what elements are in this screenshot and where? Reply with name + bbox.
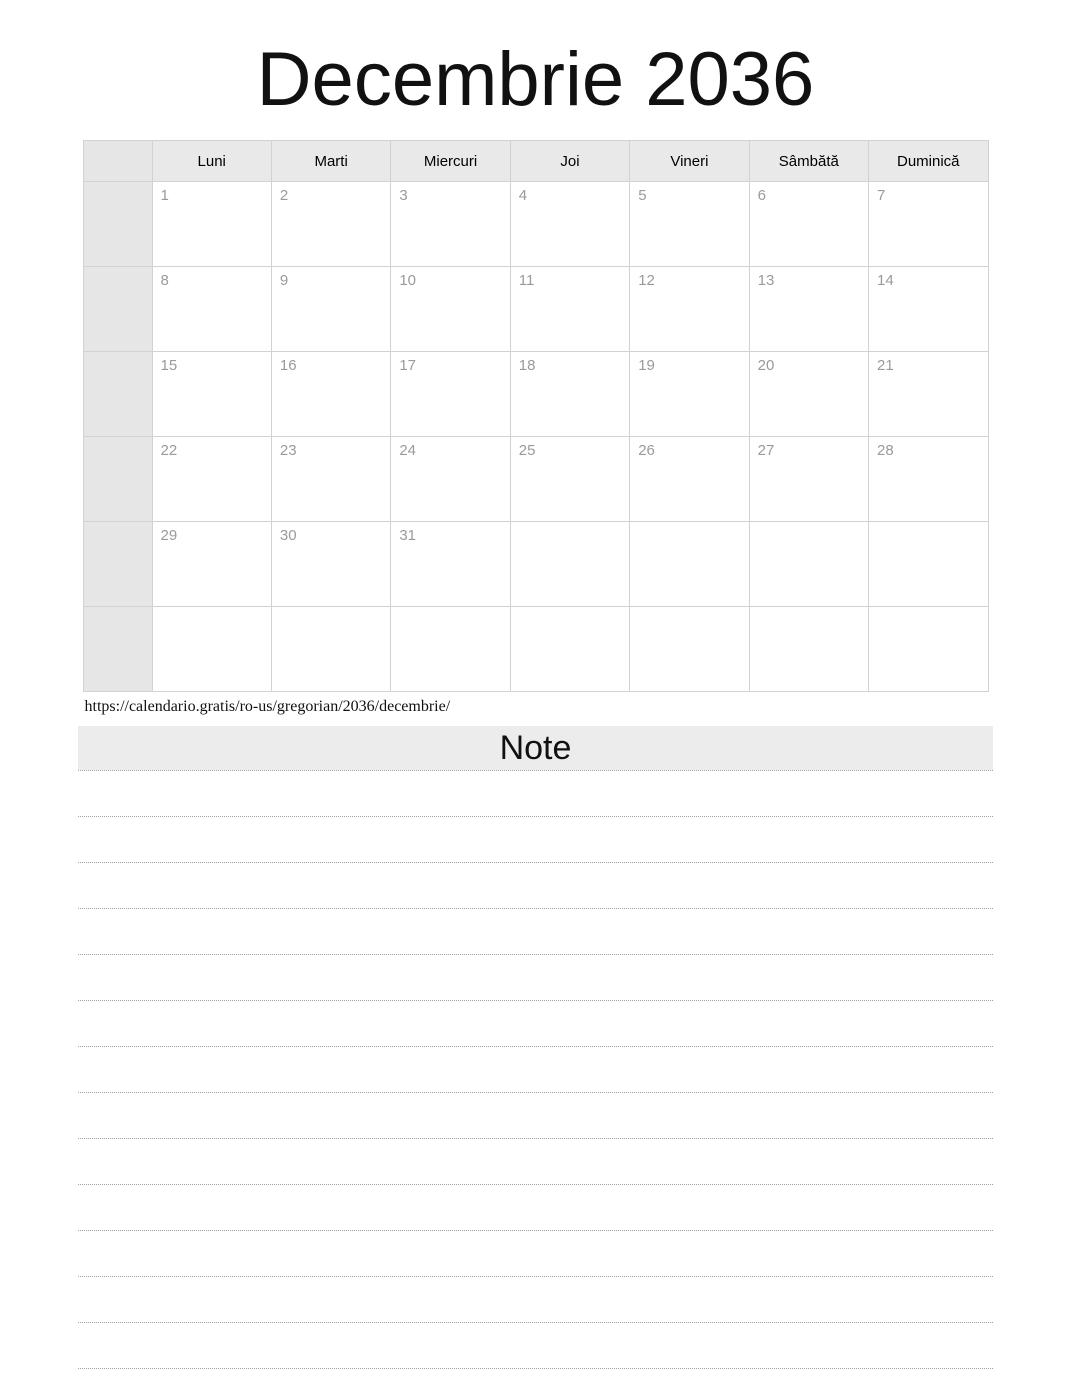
week-side-cell	[83, 267, 152, 352]
page-title: Decembrie 2036	[256, 37, 815, 122]
day-number: 9	[279, 272, 289, 289]
day-number	[511, 522, 629, 528]
weekday-header-thursday: Joi	[510, 141, 629, 182]
calendar-week-row	[83, 267, 988, 352]
note-line[interactable]	[78, 955, 993, 1001]
calendar-day-cell[interactable]	[271, 182, 390, 267]
note-line[interactable]	[78, 1093, 993, 1139]
calendar-day-cell[interactable]	[630, 607, 749, 692]
day-number: 30	[279, 527, 297, 544]
note-line[interactable]	[78, 1139, 993, 1185]
calendar-day-cell[interactable]	[510, 522, 629, 607]
day-number: 15	[160, 357, 178, 374]
calendar-day-cell[interactable]	[152, 267, 271, 352]
day-number: 25	[518, 442, 536, 459]
calendar-day-cell[interactable]	[271, 522, 390, 607]
calendar-day-cell[interactable]	[510, 607, 629, 692]
calendar-day-cell[interactable]	[391, 437, 510, 522]
calendar-day-cell[interactable]	[152, 437, 271, 522]
calendar-day-cell[interactable]	[271, 267, 390, 352]
day-number: 21	[877, 357, 894, 374]
notes-section	[78, 726, 993, 1369]
day-number: 16	[279, 357, 297, 374]
day-number: 22	[160, 442, 178, 459]
day-number: 24	[399, 442, 417, 459]
calendar-week-row	[83, 182, 988, 267]
note-line[interactable]	[78, 1231, 993, 1277]
day-number	[272, 607, 390, 613]
day-number: 2	[279, 187, 289, 204]
note-line[interactable]	[78, 1323, 993, 1369]
calendar-table	[83, 140, 989, 692]
day-number: 7	[877, 187, 886, 204]
day-number: 20	[757, 357, 775, 374]
calendar-day-cell[interactable]	[510, 352, 629, 437]
calendar-day-cell[interactable]	[510, 437, 629, 522]
calendar-day-cell[interactable]	[869, 182, 988, 267]
calendar-container	[83, 128, 989, 692]
calendar-day-cell[interactable]	[271, 437, 390, 522]
day-number: 28	[877, 442, 894, 459]
note-line[interactable]	[78, 1185, 993, 1231]
calendar-day-cell[interactable]	[391, 522, 510, 607]
day-number: 5	[638, 187, 647, 204]
day-number: 3	[399, 187, 408, 204]
day-number	[391, 607, 509, 613]
calendar-day-cell[interactable]	[869, 352, 988, 437]
week-side-cell	[83, 437, 152, 522]
calendar-day-cell[interactable]	[510, 267, 629, 352]
note-line[interactable]	[78, 1001, 993, 1047]
calendar-day-cell[interactable]	[869, 522, 988, 607]
weekday-header-sunday: Duminică	[869, 141, 988, 182]
weekday-header-monday: Luni	[152, 141, 271, 182]
day-number	[511, 607, 629, 613]
calendar-day-cell[interactable]	[749, 267, 868, 352]
note-line[interactable]	[78, 1047, 993, 1093]
calendar-day-cell[interactable]	[391, 182, 510, 267]
calendar-day-cell[interactable]	[749, 437, 868, 522]
day-number: 1	[160, 187, 169, 204]
calendar-week-row	[83, 522, 988, 607]
calendar-day-cell[interactable]	[749, 182, 868, 267]
calendar-day-cell[interactable]	[391, 267, 510, 352]
day-number	[869, 607, 987, 613]
calendar-day-cell[interactable]	[271, 352, 390, 437]
day-number: 6	[757, 187, 766, 204]
day-number	[750, 607, 868, 613]
note-line[interactable]	[78, 770, 993, 817]
day-number: 12	[638, 272, 655, 289]
week-side-cell	[83, 352, 152, 437]
calendar-day-cell[interactable]	[391, 607, 510, 692]
calendar-body	[83, 182, 988, 692]
calendar-day-cell[interactable]	[749, 522, 868, 607]
calendar-day-cell[interactable]	[152, 352, 271, 437]
weekday-header-friday: Vineri	[630, 141, 749, 182]
weekday-header-tuesday: Marti	[271, 141, 390, 182]
calendar-day-cell[interactable]	[630, 182, 749, 267]
calendar-week-row	[83, 607, 988, 692]
notes-heading: Note	[78, 726, 993, 770]
day-number: 26	[638, 442, 655, 459]
day-number	[630, 522, 748, 528]
calendar-week-row	[83, 352, 988, 437]
calendar-day-cell[interactable]	[630, 522, 749, 607]
calendar-day-cell[interactable]	[630, 267, 749, 352]
day-number	[630, 607, 748, 613]
calendar-day-cell[interactable]	[152, 182, 271, 267]
day-number: 14	[877, 272, 894, 289]
day-number: 27	[757, 442, 775, 459]
calendar-day-cell[interactable]	[271, 607, 390, 692]
day-number	[869, 522, 987, 528]
note-line[interactable]	[78, 863, 993, 909]
calendar-corner-cell	[83, 141, 152, 182]
calendar-day-cell[interactable]	[869, 437, 988, 522]
day-number: 18	[518, 357, 536, 374]
day-number: 19	[638, 357, 655, 374]
week-side-cell	[83, 522, 152, 607]
weekday-header-saturday: Sâmbătă	[749, 141, 868, 182]
calendar-day-cell[interactable]	[749, 607, 868, 692]
day-number	[153, 607, 271, 613]
calendar-day-cell[interactable]	[749, 352, 868, 437]
notes-lines	[78, 770, 993, 1369]
note-line[interactable]	[78, 1277, 993, 1323]
week-side-cell	[83, 607, 152, 692]
calendar-day-cell[interactable]	[869, 267, 988, 352]
day-number: 23	[279, 442, 297, 459]
calendar-day-cell[interactable]	[152, 522, 271, 607]
calendar-day-cell[interactable]	[391, 352, 510, 437]
calendar-day-cell[interactable]	[152, 607, 271, 692]
calendar-day-cell[interactable]	[630, 352, 749, 437]
calendar-day-cell[interactable]	[510, 182, 629, 267]
calendar-day-cell[interactable]	[630, 437, 749, 522]
day-number: 4	[518, 187, 528, 204]
day-number: 8	[160, 272, 169, 289]
day-number: 10	[399, 272, 417, 289]
day-number: 31	[399, 527, 417, 544]
day-number: 13	[757, 272, 775, 289]
week-side-cell	[83, 182, 152, 267]
note-line[interactable]	[78, 909, 993, 955]
day-number	[750, 522, 868, 528]
day-number: 29	[160, 527, 178, 544]
calendar-day-cell[interactable]	[869, 607, 988, 692]
day-number: 11	[518, 272, 535, 289]
weekday-header-wednesday: Miercuri	[391, 141, 510, 182]
calendar-header-row	[83, 141, 988, 182]
source-url[interactable]: https://calendario.gratis/ro-us/gregorian/2036/decembrie/	[84, 698, 451, 715]
calendar-week-row	[83, 437, 988, 522]
note-line[interactable]	[78, 817, 993, 863]
day-number: 17	[399, 357, 417, 374]
